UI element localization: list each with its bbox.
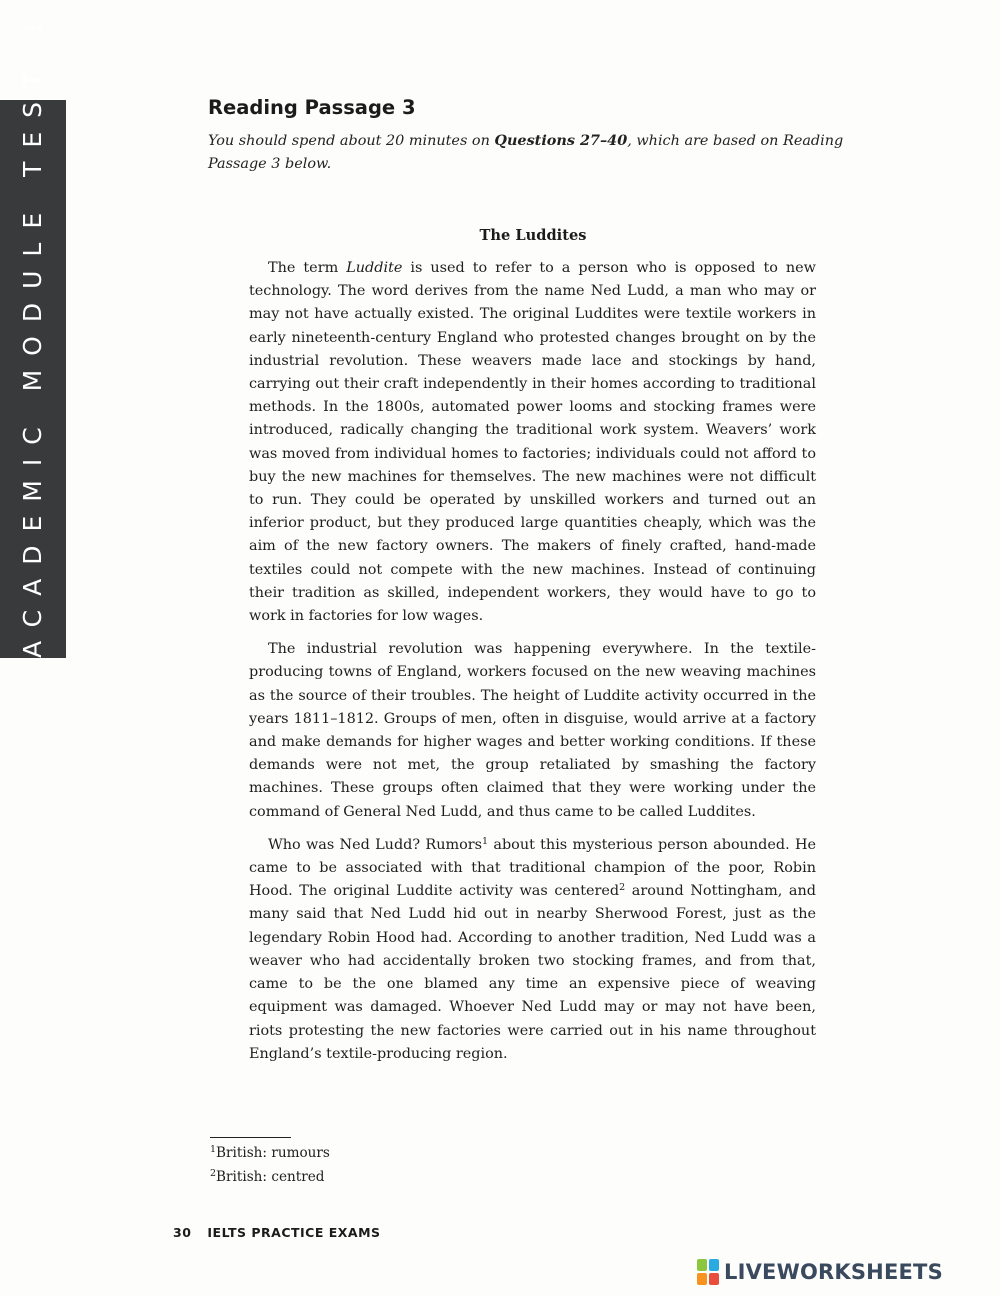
footnote-divider	[210, 1137, 291, 1138]
page-number: 30	[173, 1225, 192, 1240]
side-tab-label: ACADEMIC MODULE TEST 1	[18, 6, 47, 658]
footnote-marker: 2	[210, 1168, 217, 1179]
instructions-questions: Questions 27–40	[494, 132, 628, 149]
footnotes	[210, 1141, 330, 1189]
instructions	[208, 129, 868, 176]
p1-rest: is used to refer to a person who is opposed to new technology. The word derives from the name Ned Ludd, a man who may or may not have actually existed. The original Luddites were textile workers in early nineteenth-century England who protested changes brought on by the industrial revolution. These weavers made lace and stockings by hand, carrying out their craft independently in their homes according to traditional methods. In the 1800s, automated power looms and stocking frames were introduced, radically changing the traditional work system. Weavers’ work was moved from individual homes to factories; individuals could not afford to buy the new machines for themselves. The new machines were not difficult to run. They could be operated by unskilled workers and turned out an inferior product, but they produced large quantities cheaply, which was the aim of the new factory owners. The makers of finely crafted, hand-made textiles could not compete with the new machines. Instead of continuing their tradition as skilled, independent workers, they would have to go to work in factories for low wages.	[249, 260, 817, 625]
instructions-suffix: , which are based on Reading Passage 3 below.	[208, 133, 844, 172]
liveworksheets-watermark	[696, 1258, 943, 1292]
paragraph-3	[249, 834, 816, 1066]
footnote-marker: 1	[210, 1144, 217, 1155]
p3-part-c: around Nottingham, and many said that Ned Ludd hid out in nearby Sherwood Forest, just as the legendary Robin Hood had. According to another tradition, Ned Ludd was a weaver who had accidentally broken two stocking frames, and from that, came to be the one blamed any time an expensive piece of weaving equipment was damaged. Whoever Ned Ludd may or may not have been, riots protesting the new factories were carried out in his name throughout England’s textile-producing region.	[249, 883, 816, 1062]
liveworksheets-logo-icon	[696, 1258, 720, 1286]
watermark-text: LIVEWORKSHEETS	[724, 1260, 943, 1284]
passage-heading: Reading Passage 3	[208, 96, 416, 119]
footnote-2	[210, 1165, 330, 1189]
p1-term: Luddite	[346, 260, 403, 276]
footnote-text: British: rumours	[216, 1145, 330, 1161]
footnote-ref-1: 1	[482, 835, 489, 847]
p3-part-a: Who was Ned Ludd? Rumors	[268, 836, 483, 853]
footnote-ref-2: 2	[619, 882, 626, 894]
page-footer	[173, 1225, 381, 1240]
instructions-prefix: You should spend about 20 minutes on	[208, 133, 495, 149]
article-body	[249, 257, 816, 1076]
footnote-1	[210, 1141, 330, 1165]
p3-part-b: about this mysterious person abounded. He came to be associated with that traditional champion of the poor, Robin Hood. The original Luddite activity was centered	[249, 836, 817, 900]
paragraph-2: The industrial revolution was happening everywhere. In the textile-producing towns of England, workers focused on the new weaving machines as the source of their troubles. The height of Luddite activity occurred in the years 1811–1812. Groups of men, often in disguise, would arrive at a factory and make demands for higher wages and better working conditions. If these demands were not met, the group retaliated by smashing the factory machines. These groups often claimed that they were working under the command of General Ned Ludd, and thus came to be called Luddites.	[249, 641, 816, 820]
footnote-text: British: centred	[216, 1169, 325, 1185]
book-title: IELTS PRACTICE EXAMS	[207, 1225, 381, 1240]
paragraph-1	[249, 257, 816, 628]
p1-start: The term	[268, 260, 347, 276]
article-title: The Luddites	[479, 227, 587, 244]
